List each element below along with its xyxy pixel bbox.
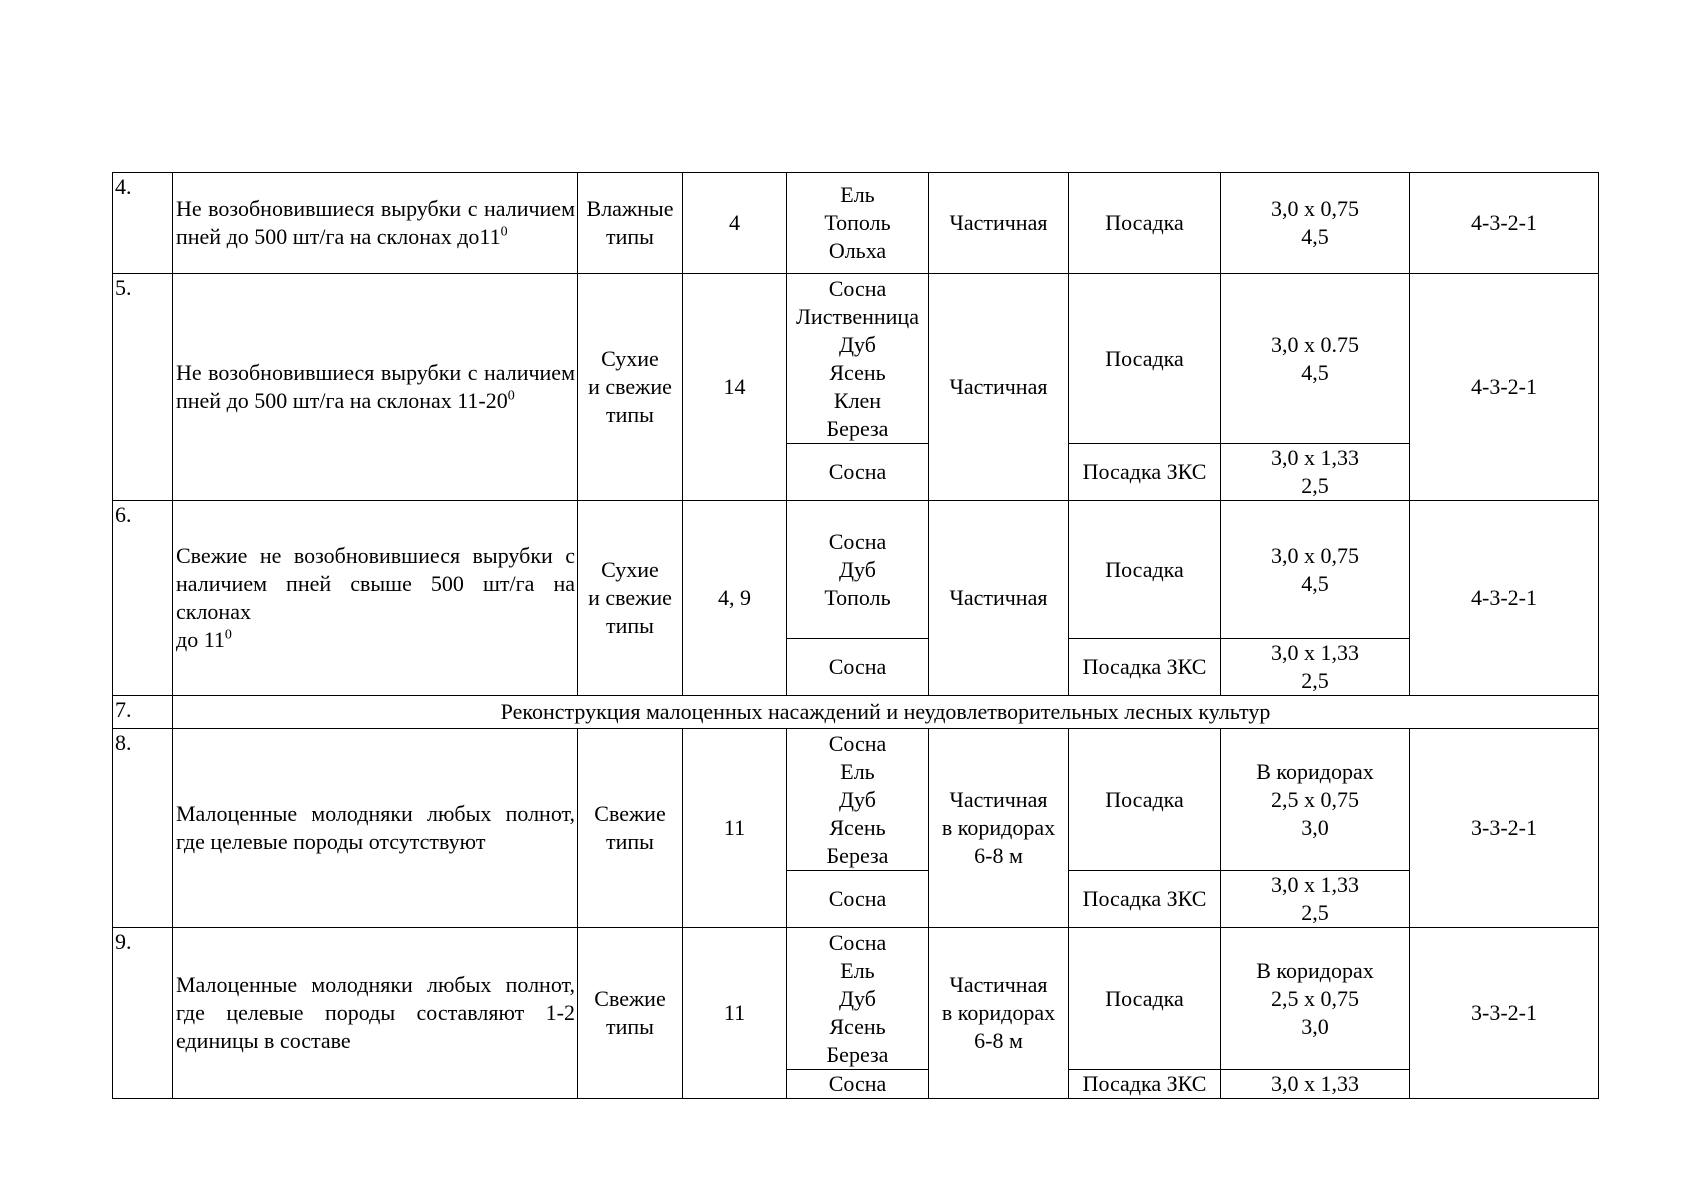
type-code: 4 xyxy=(683,173,787,274)
planting-scheme: 3,0 х 1,33 2,5 xyxy=(1221,871,1410,928)
row-number: 9. xyxy=(113,928,173,1099)
type-code: 14 xyxy=(683,274,787,501)
row-number: 4. xyxy=(113,173,173,274)
priority-rating: 4-3-2-1 xyxy=(1410,173,1599,274)
planting-action: Посадка ЗКС xyxy=(1069,639,1221,696)
forest-type: Сухие и свежие типы xyxy=(578,274,683,501)
planting-scheme: 3,0 х 0,75 4,5 xyxy=(1221,173,1410,274)
planting-scheme: В коридорах 2,5 х 0,75 3,0 xyxy=(1221,928,1410,1070)
priority-rating: 4-3-2-1 xyxy=(1410,501,1599,696)
section-row xyxy=(113,696,1599,729)
reconstruction-method: Частичная xyxy=(929,274,1069,501)
planting-action: Посадка xyxy=(1069,501,1221,639)
tree-species: Сосна xyxy=(787,444,929,501)
plot-description: Не возобновившиеся вырубки с наличием пней до 500 шт/га на склонах $11-20^0$ xyxy=(173,274,578,501)
plot-description: Свежие не возобновившиеся вырубки с наличием пней свыше 500 шт/га на склонах до $11^0$ xyxy=(173,501,578,696)
planting-scheme: 3,0 х 1,33 xyxy=(1221,1070,1410,1099)
planting-action: Посадка xyxy=(1069,729,1221,871)
tree-species: Сосна xyxy=(787,1070,929,1099)
table-row xyxy=(113,173,1599,274)
plot-description: Не возобновившиеся вырубки с наличием пней до 500 шт/га на склонах $до11^0$ xyxy=(173,173,578,274)
reconstruction-method: Частичная xyxy=(929,501,1069,696)
planting-scheme: 3,0 х 1,33 2,5 xyxy=(1221,444,1410,501)
plot-description: Малоценные молодняки любых полнот, где целевые породы составляют 1-2 единицы в составе xyxy=(173,928,578,1099)
priority-rating: 3-3-2-1 xyxy=(1410,729,1599,928)
tree-species: Сосна xyxy=(787,871,929,928)
tree-species: Ель Тополь Ольха xyxy=(787,173,929,274)
tree-species: Сосна xyxy=(787,639,929,696)
planting-scheme: 3,0 х 0.75 4,5 xyxy=(1221,274,1410,444)
planting-action: Посадка xyxy=(1069,928,1221,1070)
table-row xyxy=(113,274,1599,444)
planting-scheme: В коридорах 2,5 х 0,75 3,0 xyxy=(1221,729,1410,871)
planting-action: Посадка ЗКС xyxy=(1069,1070,1221,1099)
priority-rating: 4-3-2-1 xyxy=(1410,274,1599,501)
row-number: 7. xyxy=(113,696,173,729)
planting-scheme: 3,0 х 1,33 2,5 xyxy=(1221,639,1410,696)
forest-type: Влажные типы xyxy=(578,173,683,274)
section-title: Реконструкция малоценных насаждений и неудовлетворительных лесных культур xyxy=(173,696,1599,729)
plot-description: Малоценные молодняки любых полнот, где целевые породы отсутствуют xyxy=(173,729,578,928)
type-code: 11 xyxy=(683,729,787,928)
tree-species: Сосна Ель Дуб Ясень Береза xyxy=(787,928,929,1070)
tree-species: Сосна Дуб Тополь xyxy=(787,501,929,639)
planting-action: Посадка ЗКС xyxy=(1069,444,1221,501)
forest-type: Свежие типы xyxy=(578,928,683,1099)
table-row xyxy=(113,501,1599,639)
reconstruction-method: Частичная xyxy=(929,173,1069,274)
row-number: 5. xyxy=(113,274,173,501)
reconstruction-method: Частичная в коридорах 6-8 м xyxy=(929,729,1069,928)
row-number: 8. xyxy=(113,729,173,928)
forest-type: Свежие типы xyxy=(578,729,683,928)
planting-action: Посадка xyxy=(1069,274,1221,444)
table-row xyxy=(113,729,1599,871)
reconstruction-method: Частичная в коридорах 6-8 м xyxy=(929,928,1069,1099)
planting-action: Посадка xyxy=(1069,173,1221,274)
planting-action: Посадка ЗКС xyxy=(1069,871,1221,928)
planting-scheme: 3,0 х 0,75 4,5 xyxy=(1221,501,1410,639)
type-code: 11 xyxy=(683,928,787,1099)
tree-species: Сосна Лиственница Дуб Ясень Клен Береза xyxy=(787,274,929,444)
priority-rating: 3-3-2-1 xyxy=(1410,928,1599,1099)
table-row xyxy=(113,928,1599,1070)
row-number: 6. xyxy=(113,501,173,696)
reforestation-table xyxy=(112,172,1599,1099)
tree-species: Сосна Ель Дуб Ясень Береза xyxy=(787,729,929,871)
forest-type: Сухие и свежие типы xyxy=(578,501,683,696)
type-code: 4, 9 xyxy=(683,501,787,696)
